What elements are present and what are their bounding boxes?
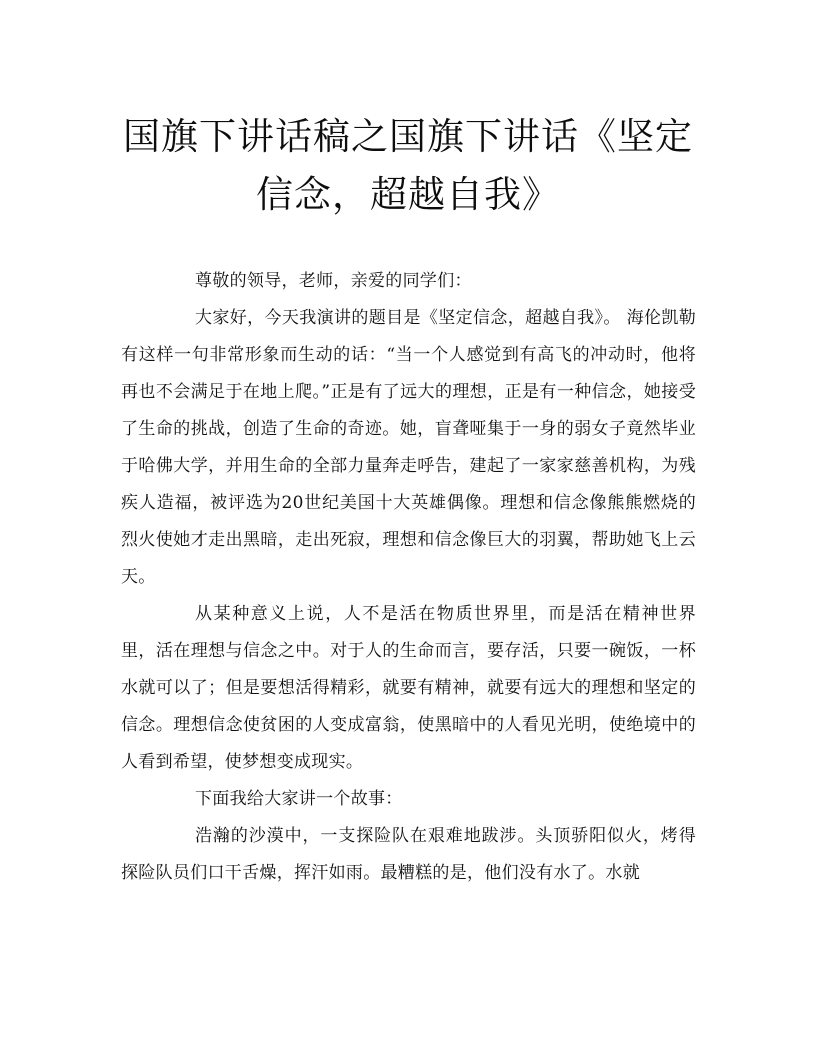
document-body <box>121 263 696 892</box>
body-paragraph: 浩瀚的沙漠中，一支探险队在艰难地跋涉。头顶骄阳似火，烤得探险队员们口干舌燥，挥汗如雨。最糟糕的是，他们没有水了。水就 <box>121 826 696 883</box>
body-paragraph: 从某种意义上说，人不是活在物质世界里，而是活在精神世界里，活在理想与信念之中。对于人的生命而言，要存活，只要一碗饭，一杯水就可以了；但是要想活得精彩，就要有精神，就要有远大的理想和坚定的信念。理想信念使贫困的人变成富翁，使黑暗中的人看见光明，使绝境中的人看到希望，使梦想变成现实。 <box>121 604 696 772</box>
greeting-paragraph: 尊敬的领导，老师，亲爱的同学们： <box>195 271 472 291</box>
document-title: 国旗下讲话稿之国旗下讲话《坚定信念，超越自我》 <box>123 115 693 216</box>
body-paragraph: 大家好，今天我演讲的题目是《坚定信念，超越自我》。 海伦凯勒有这样一句非常形象而生动的话：“当一个人感觉到有高飞的冲动时，他将再也不会满足于在地上爬。”正是有了远大的理想，正是有一种信念，她接受了生命的挑战，创造了生命的奇迹。她，盲聋哑集于一身的弱女子竟然毕业于哈佛大学，并用生命的全部力量奔走呼告，建起了一家家慈善机构，为残疾人造福，被评选为20世纪美国十大英雄偶像。理想和信念像熊熊燃烧的烈火使她才走出黑暗，走出死寂，理想和信念像巨大的羽翼，帮助她飞上云天。 <box>121 308 696 587</box>
body-paragraph: 下面我给大家讲一个故事： <box>195 789 403 809</box>
